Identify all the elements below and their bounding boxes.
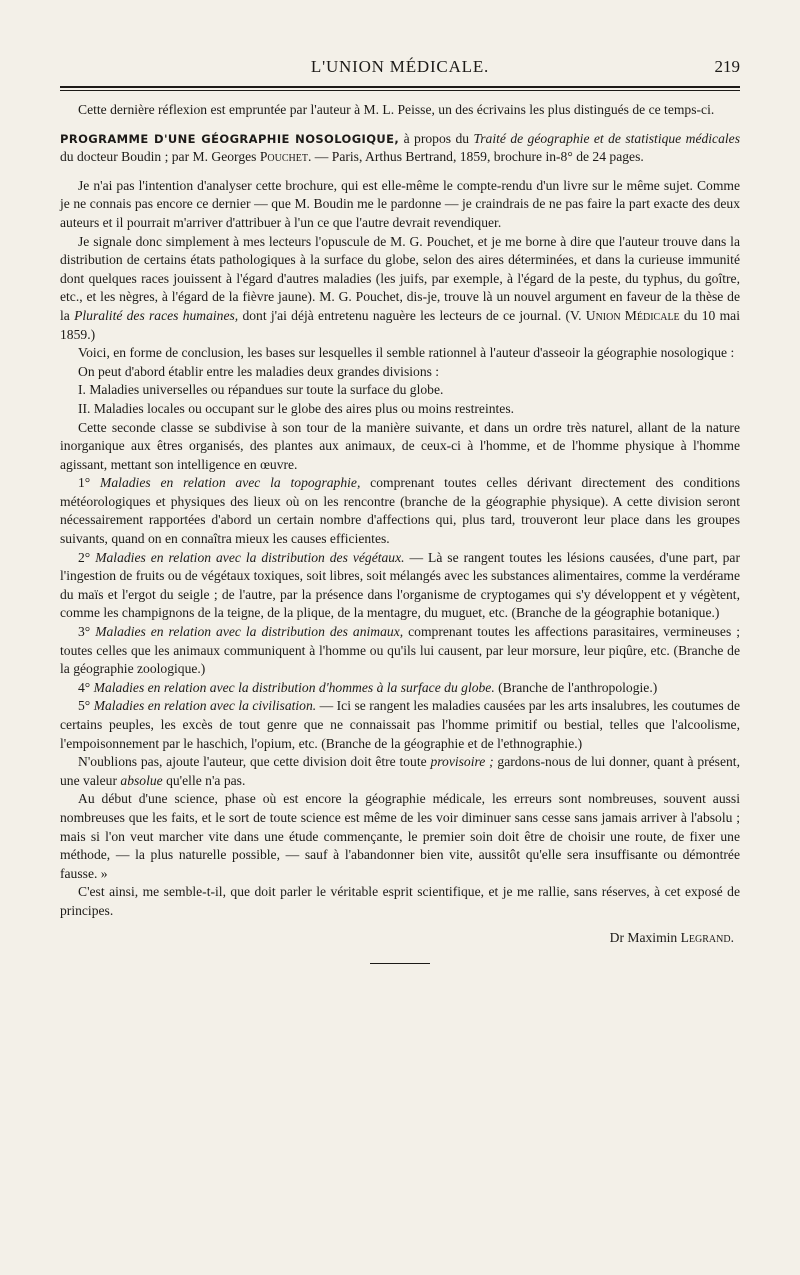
category-item: 5° Maladies en relation avec la civilisation. — Ici se rangent les maladies causées par les arts insalubres, les coutumes de certains peuples, les excès de tout genre que ne connaissait pas l'homme primitif ou bestial, telles que l'alcoolisme, l'empoisonnement par le haschich, l'opium, etc. (Branche de la géographie et de l'ethnographie.) [60, 698, 741, 751]
book-author: Pouchet [259, 149, 308, 165]
paragraph: N'oublions pas, ajoute l'auteur, que cette division doit être toute provisoire ; gardons-nous de lui donner, quant à présent, une valeur absolue qu'elle n'a pas. [60, 754, 740, 788]
page-header [60, 52, 740, 82]
paragraph: Je signale donc simplement à mes lecteurs l'opuscule de M. G. Pouchet, et je me borne à dire que l'auteur trouve dans la distribution de certains états pathologiques à la surface du globe, selon des aires déterminées, et dans la curieuse immunité dont quelques races jouissent à l'égard d'autres maladies (les juifs, par exemple, à l'égard de la peste, du typhus, du goître, etc., et les nègres, à l'égard de la fièvre jaune). M. G. Pouchet, dis-je, trouve là un nouvel argument en faveur de la thèse de la Pluralité des races humaines, dont j'ai déjà entretenu naguère les lecteurs de ce journal. (V. Union Médicale du 10 mai 1859.) [60, 233, 740, 342]
page-number: 219 [714, 57, 740, 76]
paragraph: C'est ainsi, me semble-t-il, que doit parler le véritable esprit scientifique, et je me rallie, sans réserves, à cet exposé de principes. [60, 884, 740, 918]
division-item: II. Maladies locales ou occupant sur le globe des aires plus ou moins restreintes. [78, 400, 515, 416]
paragraph: Au début d'une science, phase où est encore la géographie médicale, les erreurs sont nombreuses, souvent aussi nombreuses que les faits, et le sort de toute science est même de les voir diminuer sans cesse sans jamais arriver à l'absolu ; mais si l'on veut marcher vite dans une étude commençante, le premier soin doit être de choisir une route, de fixer une méthode, — la plus naturelle possible, — sauf à l'abandonner bien vite, aussitôt qu'elle sera insuffisante ou démontrée fausse. » [60, 791, 740, 881]
review-title: PROGRAMME D'UNE GÉOGRAPHIE NOSOLOGIQUE, [60, 131, 400, 146]
category-item: 2° Maladies en relation avec la distribution des végétaux. — Là se rangent toutes les lésions causées, d'une part, par l'ingestion de fruits ou de végétaux toxiques, soit libres, soit mélangés avec les substances alimentaires, comme la verdérame du maïs et l'ergot du seigle ; de l'autre, par la présence dans l'organisme de cryptogames qui s'y développent et y végètent, comme les champignons de la teigne, de la plique, de la mentagre, du muguet, etc. (Branche de la géographie botanique.) [60, 549, 740, 621]
category-item: 1° Maladies en relation avec la topographie, comprenant toutes celles dérivant directement des conditions météorologiques et physiques des lieux où on les rencontre (branche de la géographie physique). A cette division seront nécessairement rapportées d'abord un certain nombre d'affections qui, plus tard, trouveront leur place dans les groupes suivants, quand on en connaîtra mieux les causes efficientes. [60, 475, 741, 547]
header-rule-thin [60, 90, 740, 91]
category-item: 4° Maladies en relation avec la distribution d'hommes à la surface du globe. (Branche de l'anthropologie.) [78, 679, 658, 695]
category-item: 3° Maladies en relation avec la distribution des animaux, comprenant toutes les affections parasitaires, vermineuses ; toutes celles que les animaux communiquent à l'homme ou qu'ils lui causent, par leur morsure, leur piqûre, etc. (Branche de la géographie zoologique.) [60, 624, 740, 677]
paragraph: On peut d'abord établir entre les maladies deux grandes divisions : [78, 363, 440, 379]
page [60, 52, 740, 964]
division-item: I. Maladies universelles ou répandues sur toute la surface du globe. [78, 382, 444, 398]
header-rule [60, 86, 740, 88]
paragraph: Voici, en forme de conclusion, les bases sur lesquelles il semble rationnel à l'auteur d'asseoir la géographie nosologique : [78, 345, 735, 361]
paragraph: Je n'ai pas l'intention d'analyser cette brochure, qui est elle-même le compte-rendu d'un livre sur le même sujet. Comme je ne connais pas encore ce dernier — que M. Boudin me le pardonne — je craindrais de ne pas faire la part exacte des deux auteurs et il pourrait m'arriver d'attribuer à l'un ce que l'autre devrait revendiquer. [60, 177, 740, 230]
signature: Dr Maximin Legrand. [609, 929, 734, 945]
paragraph: Cette seconde classe se subdivise à son tour de la manière suivante, et dans un ordre très naturel, allant de la nature inorganique aux êtres organisés, des plantes aux animaux, de ceux-ci à l'homme, et de l'homme physique à l'homme agissant, mettant son intelligence en œuvre. [60, 419, 740, 472]
journal-title: L'UNION MÉDICALE. [310, 57, 490, 76]
book-title: Traité de géographie et de statistique médicales [473, 130, 740, 146]
closing-rule [370, 963, 430, 964]
intro-paragraph: Cette dernière réflexion est empruntée par l'auteur à M. L. Peisse, un des écrivains les plus distingués de ce temps-ci. [78, 102, 715, 117]
review-heading: PROGRAMME D'UNE GÉOGRAPHIE NOSOLOGIQUE, à propos du Traité de géographie et de statistique médicales du docteur Boudin ; par M. Georges Pouchet. — Paris, Arthus Bertrand, 1859, brochure in-8° de 24 pages. [60, 130, 740, 165]
